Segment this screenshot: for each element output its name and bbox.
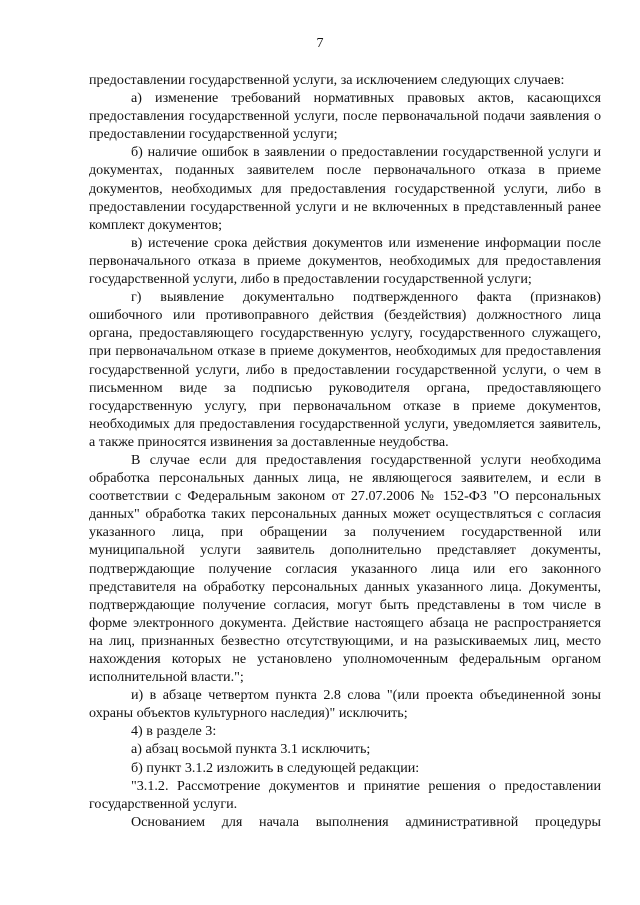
paragraph-item-g: г) выявление документально подтвержденного факта (признаков) ошибочного или противоправного действия (бездействия) должностного лица органа, предоставляющего государственную услугу, государственного служащего, при первоначальном отказе в приеме документов, необходимых для предоставления государственной услуги, либо в предоставлении государственной услуги, о чем в письменном виде за подписью руководителя органа, предоставляющего государственную услугу, при первоначальном отказе в приеме документов, необходимых для предоставления государственной услуги, уведомляется заявитель, а также приносятся извинения за доставленные неудобства.	[89, 289, 601, 450]
paragraph-item-v: в) истечение срока действия документов или изменение информации после первоначального отказа в приеме документов, необходимых для предоставления государственной услуги, либо в предоставлении государственной услуги;	[89, 234, 601, 288]
paragraph-section-4: 4) в разделе 3:	[131, 723, 217, 740]
paragraph-item-i: и) в абзаце четвертом пункта 2.8 слова "(или проекта объединенной зоны охраны объектов культурного наследия)" исключить;	[89, 687, 601, 722]
paragraph-item-b: б) наличие ошибок в заявлении о предоставлении государственной услуги и документах, поданных заявителем после первоначального отказа в приеме документов, необходимых для предоставления государственной услуги, либо в предоставлении государственной услуги и не включенных в представленный ранее комплект документов;	[89, 144, 601, 233]
page-number: 7	[316, 36, 324, 51]
paragraph-section-4-a: а) абзац восьмой пункта 3.1 исключить;	[131, 741, 371, 758]
document-body	[89, 71, 601, 831]
paragraph-section-4-b: б) пункт 3.1.2 изложить в следующей редакции:	[131, 759, 420, 776]
paragraph-clause-3-1-2: "3.1.2. Рассмотрение документов и принятие решения о предоставлении государственной услуги.	[89, 777, 601, 812]
paragraph-item-a: а) изменение требований нормативных правовых актов, касающихся предоставления государственной услуги, после первоначальной подачи заявления о предоставлении государственной услуги;	[89, 90, 601, 143]
paragraph-personal-data: В случае если для предоставления государственной услуги необходима обработка персональных данных лица, не являющегося заявителем, и если в соответствии с Федеральным законом от 27.07.2006 № 152-ФЗ "О персональных данных" обработка таких персональных данных может осуществляться с согласия указанного лица, при обращении за получением государственной или муниципальной услуги заявитель дополнительно представляет документы, подтверждающие получение согласия указанного лица или его законного представителя на обработку персональных данных указанного лица. Документы, подтверждающие получение согласия, могут быть представлены в том числе в форме электронного документа. Действие настоящего абзаца не распространяется на лиц, признанных безвестно отсутствующими, и на разыскиваемых лиц, место нахождения которых не установлено уполномоченным федеральным органом исполнительной власти.";	[89, 451, 601, 686]
paragraph-procedure-basis: Основанием для начала выполнения административной процедуры	[131, 813, 601, 830]
paragraph-intro: предоставлении государственной услуги, за исключением следующих случаев:	[89, 72, 565, 88]
